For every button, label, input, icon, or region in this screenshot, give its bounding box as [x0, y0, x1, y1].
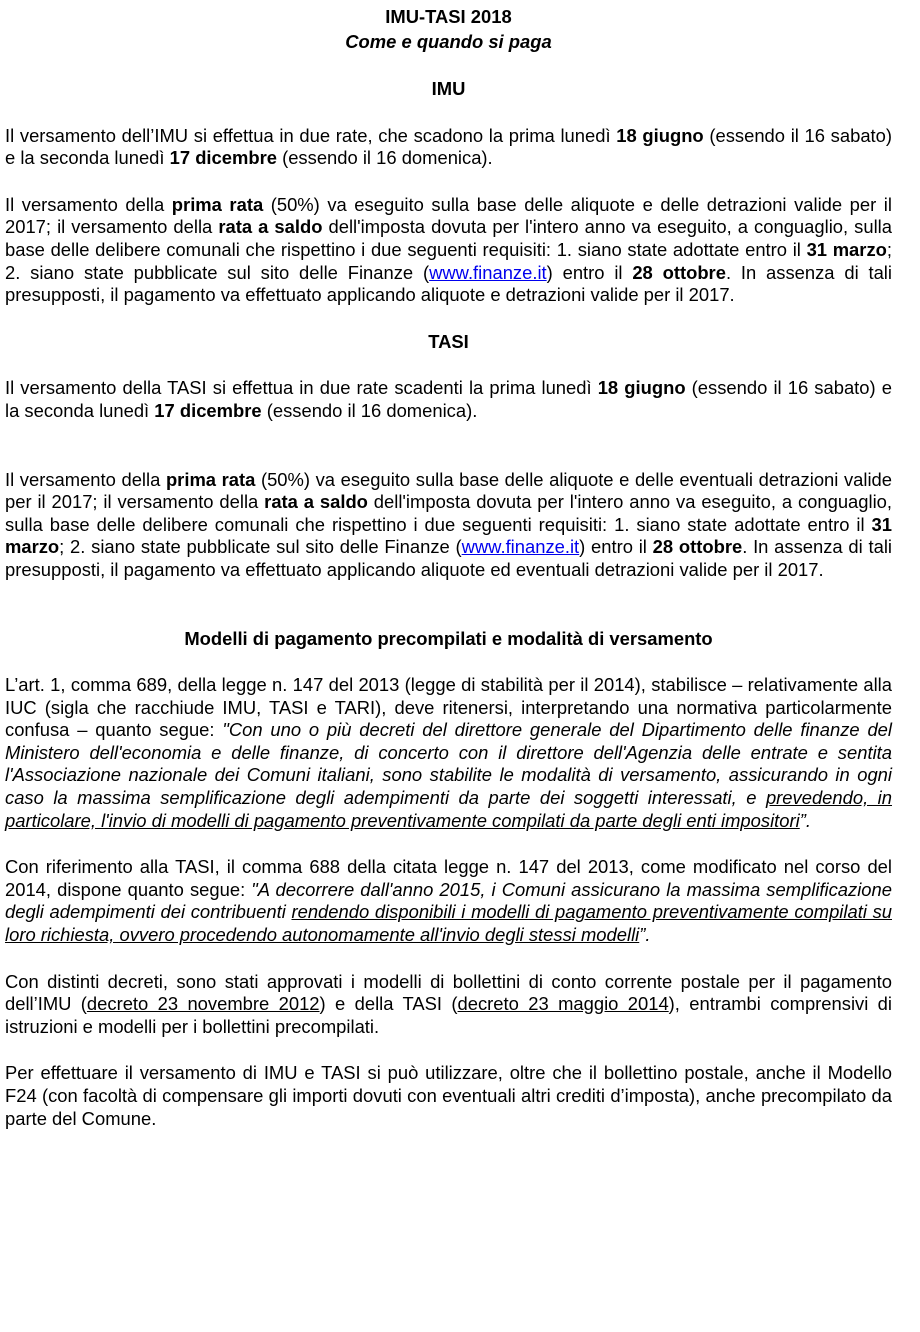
decreto-imu-link[interactable]: decreto 23 novembre 2012 [86, 993, 320, 1015]
section-heading-imu: IMU [431, 78, 466, 99]
modelli-paragraph-4: Per effettuare il versamento di IMU e TASI si può utilizzare, oltre che il bollettino postale, anche il Modello F24 (con facoltà di compensare gli importi dovuti con eventuali altri crediti d’imposta), anche precompilato da parte del Comune. [5, 1062, 892, 1129]
tasi-paragraph-1: Il versamento della TASI si effettua in due rate scadenti la prima lunedì 18 giugno (essendo il 16 sabato) e la seconda lunedì 17 dicembre (essendo il 16 domenica). [5, 377, 892, 421]
imu-paragraph-1: Il versamento dell’IMU si effettua in due rate, che scadono la prima lunedì 18 giugno (essendo il 16 sabato) e la seconda lunedì 17 dicembre (essendo il 16 domenica). [5, 124, 893, 169]
modelli-paragraph-3: Con distinti decreti, sono stati approvati i modelli di bollettini di conto corrente postale per il pagamento dell’IMU (decreto 23 novembre 2012) e della TASI (decreto 23 maggio 2014), entrambi comprensivi di istruzioni e modelli per i bollettini precompilati. [5, 970, 892, 1037]
decreto-tasi-link[interactable]: decreto 23 maggio 2014 [457, 993, 669, 1015]
section-heading-tasi: TASI [428, 330, 469, 352]
document-title: IMU-TASI 2018 [385, 6, 512, 27]
finanze-link[interactable]: www.finanze.it [429, 261, 547, 283]
document-subtitle: Come e quando si paga [345, 31, 552, 52]
modelli-paragraph-2: Con riferimento alla TASI, il comma 688 della citata legge n. 147 del 2013, come modificato nel corso del 2014, dispone quanto segue: "A decorrere dall'anno 2015, i Comuni assicurano la massima semplificazione degli adempimenti dei contribuenti rendendo disponibili i modelli di pagamento preventivamente compilati su loro richiesta, ovvero procedendo autonomamente all'invio degli stessi modelli”. [5, 856, 892, 946]
section-heading-modelli: Modelli di pagamento precompilati e modalità di versamento [184, 627, 713, 649]
tasi-paragraph-2: Il versamento della prima rata (50%) va eseguito sulla base delle aliquote e delle eventuali detrazioni valide per il 2017; il versamento della rata a saldo dell'imposta dovuta per l'intero anno va eseguito, a conguaglio, sulla base delle delibere comunali che rispettino i due seguenti requisiti: 1. siano state adottate entro il 31 marzo; 2. siano state pubblicate sul sito delle Finanze (www.finanze.it) entro il 28 ottobre. In assenza di tali presupposti, il pagamento va effettuato applicando aliquote ed eventuali detrazioni valide per il 2017. [5, 468, 893, 580]
modelli-paragraph-1: L’art. 1, comma 689, della legge n. 147 del 2013 (legge di stabilità per il 2014), stabilisce – relativamente alla IUC (sigla che racchiude IMU, TASI e TARI), deve ritenersi, interpretando una normativa particolarmente confusa – quanto segue: "Con uno o più decreti del direttore generale del Dipartimento delle finanze del Ministero dell'economia e delle finanze, di concerto con il direttore dell'Agenzia delle entrate e sentita l'Associazione nazionale dei Comuni italiani, sono stabilite le modalità di versamento, assicurando in ogni caso la massima semplificazione degli adempimenti da parte dei soggetti interessati, e prevedendo, in particolare, l'invio di modelli di pagamento preventivamente compilati da parte degli enti impositori”. [5, 674, 892, 831]
imu-paragraph-2: Il versamento della prima rata (50%) va eseguito sulla base delle aliquote e delle detrazioni valide per il 2017; il versamento della rata a saldo dell'imposta dovuta per l'intero anno va eseguito, a conguaglio, sulla base delle delibere comunali che rispettino i due seguenti requisiti: 1. siano state adottate entro il 31 marzo; 2. siano state pubblicate sul sito delle Finanze (www.finanze.it) entro il 28 ottobre. In assenza di tali presupposti, il pagamento va effettuato applicando aliquote e detrazioni valide per il 2017. [5, 193, 893, 306]
finanze-link[interactable]: www.finanze.it [461, 536, 580, 558]
